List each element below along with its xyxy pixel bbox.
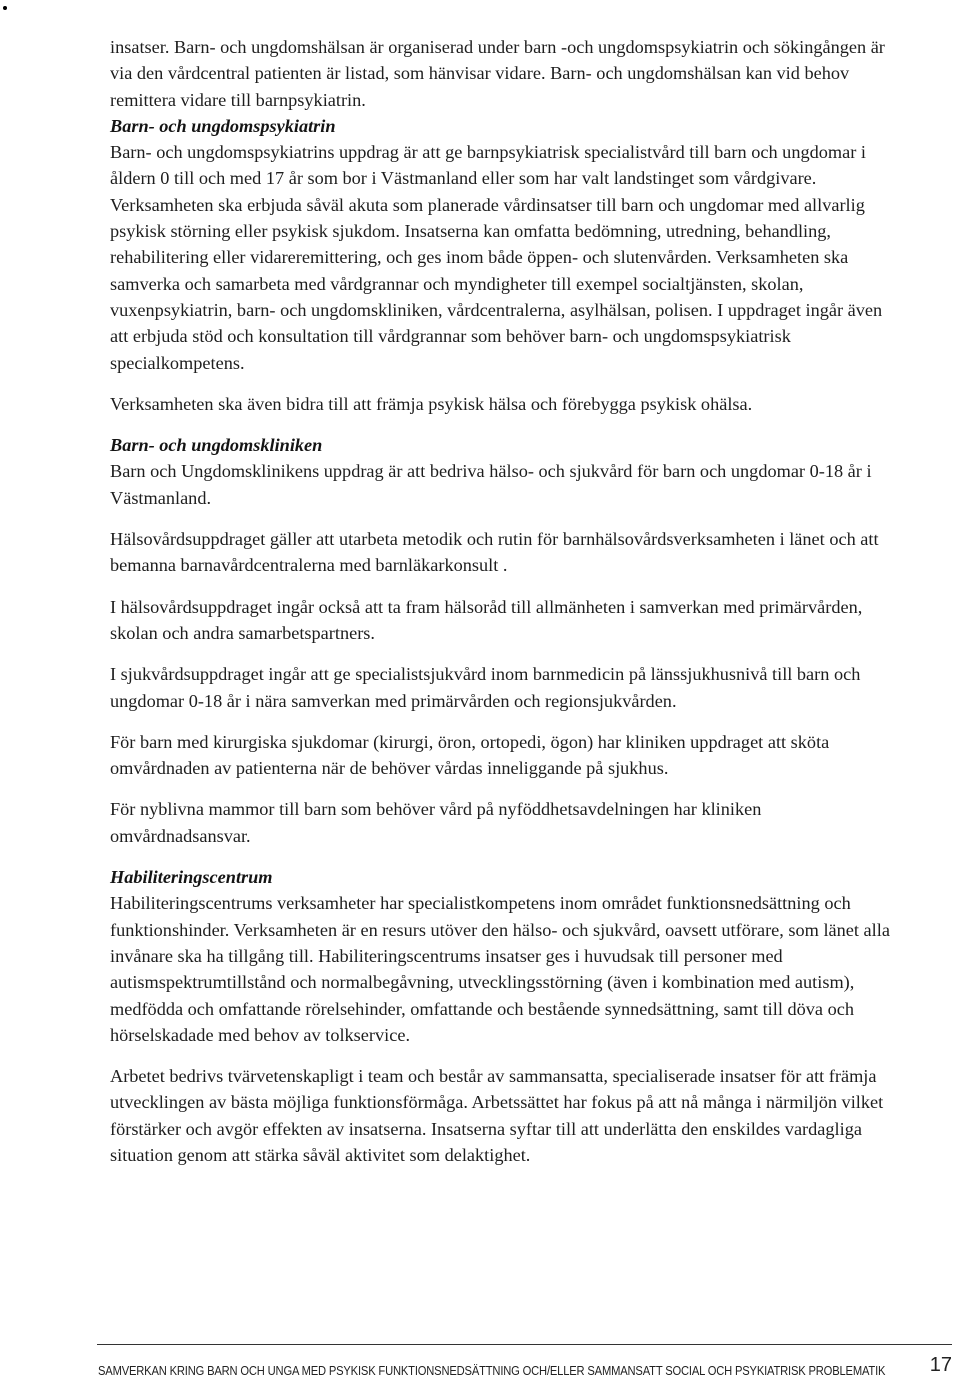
margin-dot: [3, 6, 7, 10]
footer-title: SAMVERKAN KRING BARN OCH UNGA MED PSYKISK FUNKTIONSNEDSÄTTNING OCH/ELLER SAMMANSATT SOCIAL OCH PSYKIATRISK PROBLEMATIK: [98, 1363, 886, 1378]
footer-rule: [97, 1344, 952, 1345]
paragraph: Barn- och ungdomspsykiatrins uppdrag är att ge barnpsykiatrisk specialistvård till barn och ungdomar i åldern 0 till och med 17 år som bor i Västmanland eller som har valt landstinget som vårdgivare. Verksamheten ska erbjuda såväl akuta som planerade vårdinsatser till barn och ungdomar med allvarlig psykisk störning eller psykisk sjukdom. Insatserna kan omfatta bedömning, utredning, behandling, rehabilitering eller vidareremittering, och ges inom både öppen- och slutenvården. Verksamheten ska samverka och samarbeta med vårdgrannar och myndigheter till exempel socialtjänsten, skolan, vuxenpsykiatrin, barn- och ungdomskliniken, vårdcentralerna, asylhälsan, polisen. I uppdraget ingår även att erbjuda stöd och konsultation till vårdgrannar som behöver barn- och ungdomspsykiatrisk specialkompetens.: [110, 142, 883, 373]
paragraph: insatser. Barn- och ungdomshälsan är organiserad under barn -och ungdomspsykiatrin och sökingången är via den vårdcentral patienten är listad, som hänvisar vidare. Barn- och ungdomshälsan kan vid behov remittera vidare till barnpsykiatrin.: [110, 37, 885, 110]
paragraph: Hälsovårdsuppdraget gäller att utarbeta metodik och rutin för barnhälsovårdsverksamheten i länet och att bemanna barnavårdcentralerna med barnläkarkonsult .: [110, 529, 879, 576]
paragraph: I sjukvårdsuppdraget ingår att ge specialistsjukvård inom barnmedicin på länssjukhusnivå till barn och ungdomar 0-18 år i nära samverkan med primärvården och regionsjukvården.: [110, 664, 861, 711]
heading-barn-och-ungdomskliniken: Barn- och ungdomskliniken: [110, 435, 323, 456]
paragraph: Verksamheten ska även bidra till att främja psykisk hälsa och förebygga psykisk ohälsa.: [110, 393, 753, 414]
paragraph: I hälsovårdsuppdraget ingår också att ta fram hälsoråd till allmänheten i samverkan med primärvården, skolan och andra samarbetspartners.: [110, 596, 863, 643]
page-number: 17: [929, 1354, 952, 1376]
paragraph: För barn med kirurgiska sjukdomar (kirurgi, öron, ortopedi, ögon) har kliniken uppdraget att sköta omvårdnaden av patienterna när de behöver vårdas inneliggande på sjukhus.: [110, 731, 830, 779]
heading-habiliteringscentrum: Habiliteringscentrum: [110, 867, 273, 888]
paragraph: Habiliteringscentrums verksamheter har specialistkompetens inom området funktionsnedsättning och funktionshinder. Verksamheten är en resurs utöver den hälso- och sjukvård, oavsett utförare, som länet alla invånare ska ha tillgång till. Habiliteringscentrums insatser ges i huvudsak till personer med autismspektrumtillstånd och normalbegåvning, utvecklingsstörning (även i kombination med autism), medfödda och omfattande rörelsehinder, omfattande och bestående synnedsättning, samt till döva och hörselskadade med behov av tolkservice.: [110, 893, 890, 1045]
heading-barn-och-ungdomspsykiatrin: Barn- och ungdomspsykiatrin: [110, 115, 336, 136]
paragraph: Arbetet bedrivs tvärvetenskapligt i team och består av sammansatta, specialiserade insatser för att främja utvecklingen av bästa möjliga funktionsförmåga. Arbetssättet har fokus på att nå många i närmiljön vilket förstärker och avgör effekten av insatserna. Insatserna syftar till att underlätta den enskildes vardagliga situation genom att stärka såväl aktivitet som delaktighet.: [110, 1066, 884, 1165]
paragraph: För nyblivna mammor till barn som behöver vård på nyföddhetsavdelningen har kliniken omvårdnadsansvar.: [110, 799, 762, 846]
body-text: [110, 34, 890, 1183]
paragraph: Barn och Ungdomsklinikens uppdrag är att bedriva hälso- och sjukvård för barn och ungdomar 0-18 år i Västmanland.: [110, 461, 872, 508]
